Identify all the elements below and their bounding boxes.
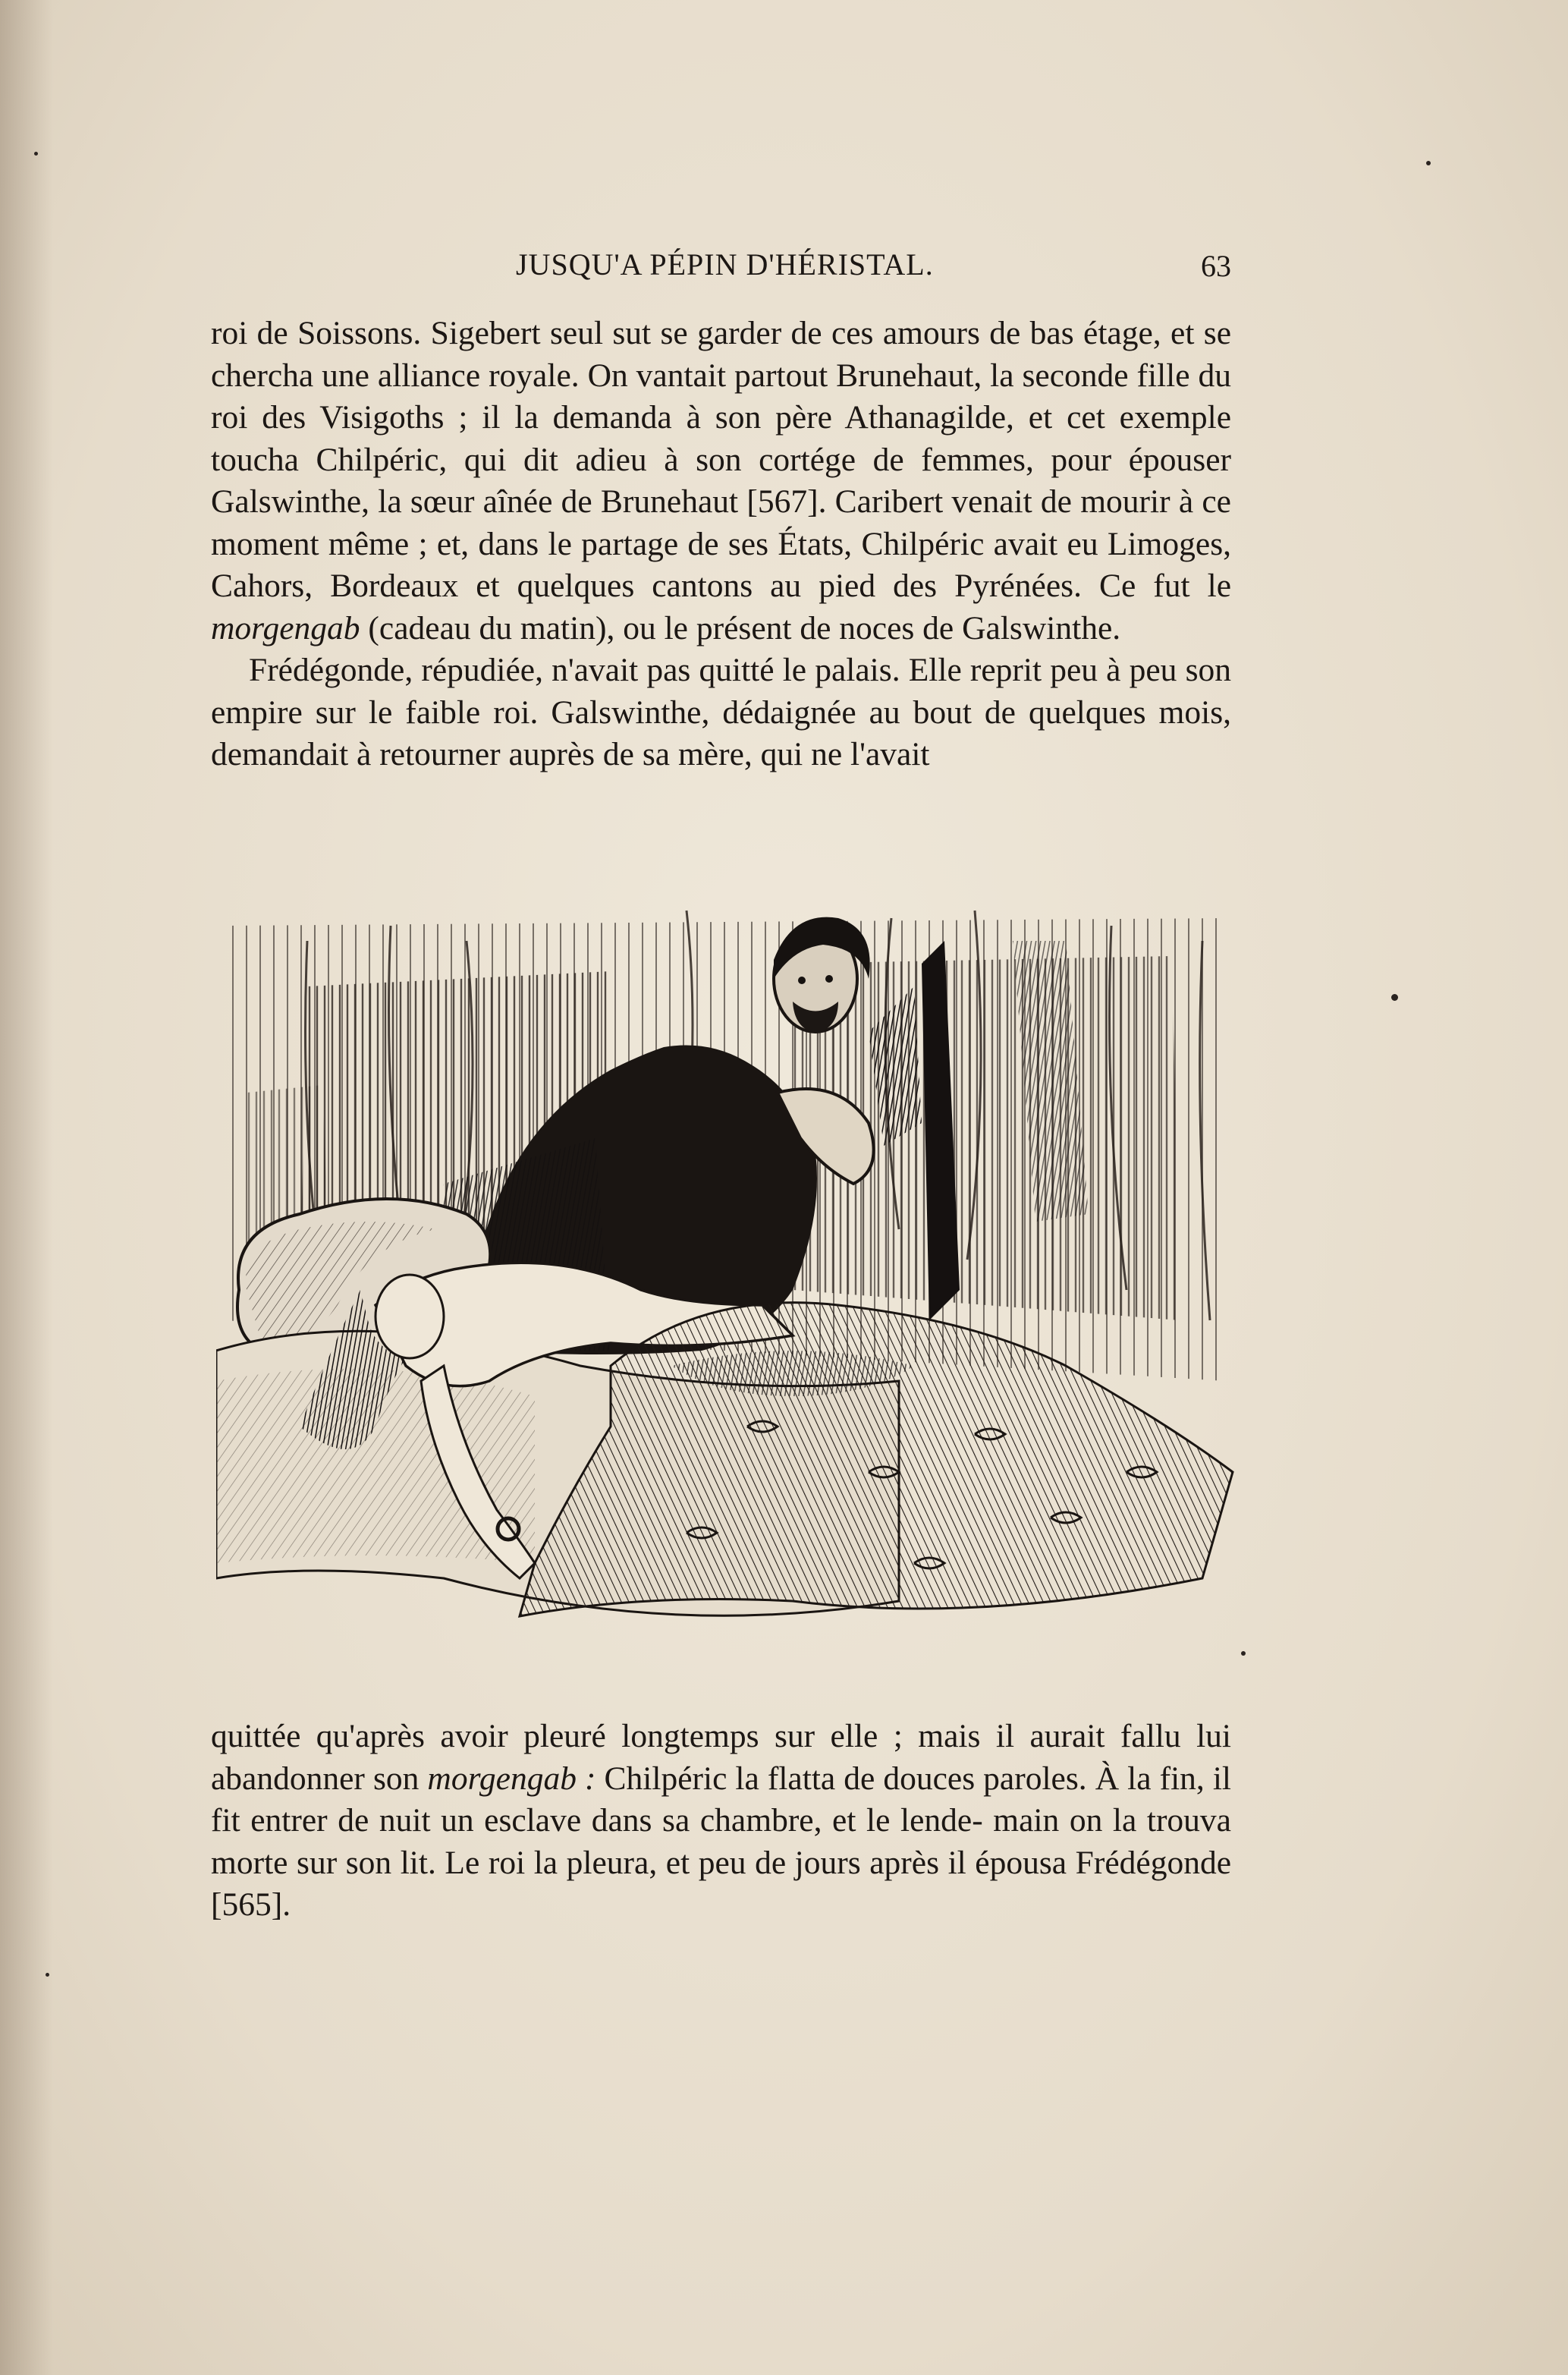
line: seconde fille du roi des Visigoths ; il la demanda à son père Athanagilde,: [211, 357, 1231, 436]
italic-term: morgengab: [211, 609, 360, 646]
line: roi de Soissons. Sigebert seul sut se garder de ces amours de bas étage,: [211, 315, 1161, 351]
line: À la fin, il fit entrer de nuit un esclave dans sa chambre, et le lende-: [211, 1760, 1232, 1839]
text-block-bottom: [211, 1716, 1231, 1927]
paper-speck: [1426, 161, 1431, 165]
paper-speck: [1241, 1651, 1246, 1656]
line: lui abandonner son: [211, 1718, 1231, 1797]
italic-term: morgengab :: [427, 1760, 596, 1797]
line: et se chercha une alliance royale. On vantait partout Brunehaut, la: [211, 315, 1231, 394]
line: (cadeau du matin), ou le: [360, 609, 688, 646]
paper-speck: [34, 152, 38, 156]
paragraph-1: [211, 313, 1231, 650]
line: Frédégonde, répudiée, n'avait pas quitté le palais. Elle reprit peu à: [249, 652, 1121, 688]
paragraph-2: [211, 650, 1231, 776]
page-number: 63: [1201, 249, 1231, 283]
line: pour épouser Galswinthe, la sœur aînée de Brunehaut [567]. Caribert: [211, 441, 1232, 520]
text-block-top: [211, 313, 1231, 776]
line: présent de noces de Galswinthe.: [696, 609, 1121, 646]
page-gutter-shadow: [0, 0, 53, 2375]
line: quittée qu'après avoir pleuré longtemps sur elle ; mais il aurait fallu: [211, 1718, 1181, 1754]
line: après il épousa Frédégonde [565].: [211, 1844, 1232, 1923]
paragraph-3: [211, 1716, 1231, 1927]
paper-speck: [46, 1973, 49, 1977]
line: venait de mourir à ce moment même ; et, dans le partage de ses États,: [211, 483, 1231, 562]
line: et cet exemple toucha Chilpéric, qui dit adieu à son cortége de femmes,: [211, 399, 1232, 478]
line: Chilpéric la flatta de douces paroles.: [595, 1760, 1087, 1797]
engraving-illustration: [216, 895, 1240, 1654]
line: quelques mois, demandait à retourner auprès de sa mère, qui ne l'avait: [211, 694, 1232, 772]
line: main on la trouva morte sur son lit. Le roi la pleura, et peu de jours: [211, 1802, 1231, 1881]
line: pied des Pyrénées. Ce fut le: [819, 568, 1231, 604]
line: peu son empire sur le faible roi. Galswinthe, dédaignée au bout de: [211, 652, 1231, 731]
line: Chilpéric avait eu Limoges, Cahors, Bordeaux et quelques cantons au: [211, 525, 1231, 604]
paper-speck: [1391, 994, 1398, 1001]
running-title: JUSQU'A PÉPIN D'HÉRISTAL.: [516, 247, 934, 282]
